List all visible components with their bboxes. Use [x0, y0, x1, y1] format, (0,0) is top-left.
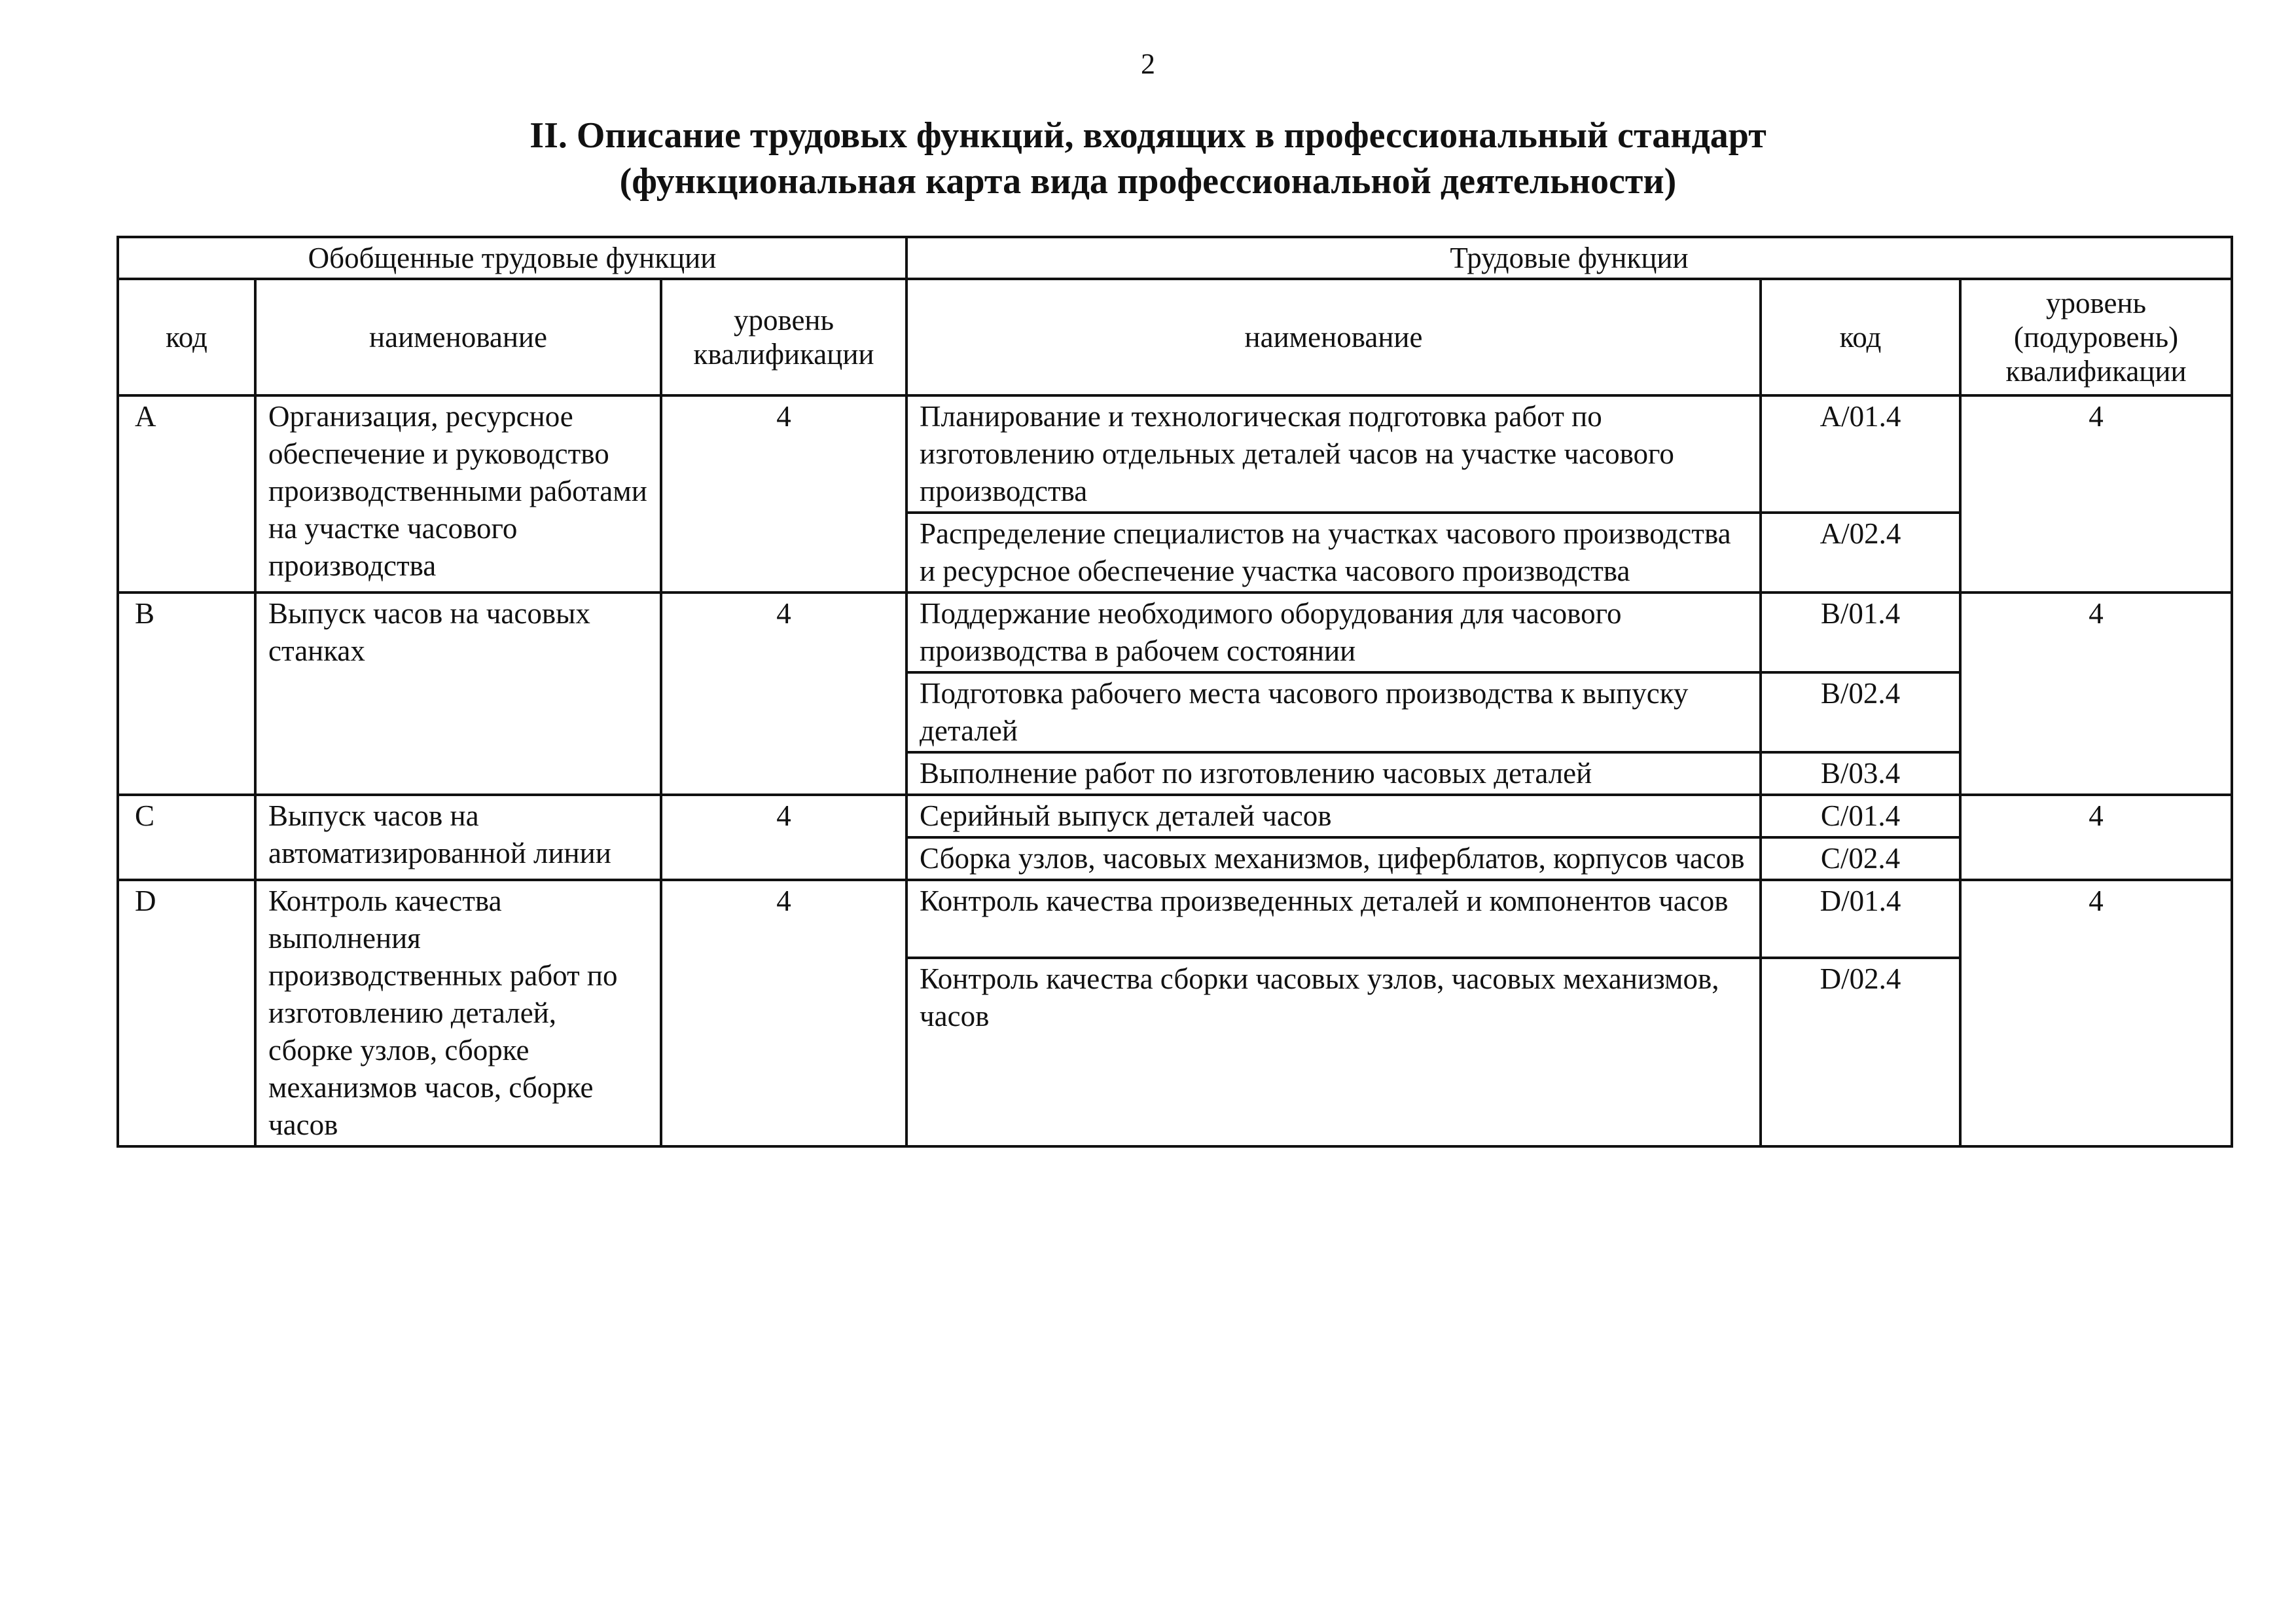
gen-code-cell: A: [118, 395, 255, 593]
tf-name-cell: Контроль качества произведенных деталей и компонентов часов: [906, 880, 1761, 958]
gen-name-cell: Организация, ресурсное обеспечение и руководство производственными работами на участке часового производства: [255, 395, 661, 593]
gen-code-header: код: [118, 279, 255, 395]
tf-code-cell: C/01.4: [1761, 795, 1960, 837]
tf-name-cell: Подготовка рабочего места часового производства к выпуску деталей: [906, 672, 1761, 752]
page-number: 2: [1141, 48, 1155, 80]
gen-name-cell: Контроль качества выполнения производственных работ по изготовлению деталей, сборке узлов, сборке механизмов часов, сборке часов: [255, 880, 661, 1146]
table-row: [118, 395, 2232, 513]
tf-level-header: уровень (подуровень) квалификации: [1960, 279, 2232, 395]
tf-code-header: код: [1761, 279, 1960, 395]
column-header-row: [118, 279, 2232, 395]
gen-name-header: наименование: [255, 279, 661, 395]
section-title-line-1: II. Описание трудовых функций, входящих в профессиональный стандарт: [529, 115, 1767, 156]
gen-code-cell: C: [118, 795, 255, 880]
section-title-line-2: (функциональная карта вида профессиональной деятельности): [619, 161, 1677, 202]
gen-level-cell: 4: [661, 395, 906, 593]
gen-name-cell: Выпуск часов на часовых станках: [255, 593, 661, 795]
tf-name-cell: Серийный выпуск деталей часов: [906, 795, 1761, 837]
tf-name-cell: Распределение специалистов на участках часового производства и ресурсное обеспечение участка часового производства: [906, 513, 1761, 593]
gen-level-cell: 4: [661, 880, 906, 1146]
tf-code-cell: C/02.4: [1761, 837, 1960, 880]
table-row: [118, 880, 2232, 958]
tf-name-cell: Поддержание необходимого оборудования для часового производства в рабочем состоянии: [906, 593, 1761, 672]
gen-code-cell: B: [118, 593, 255, 795]
tf-level-cell: 4: [1960, 395, 2232, 593]
table-row: [118, 593, 2232, 672]
tf-code-cell: B/03.4: [1761, 752, 1960, 795]
gen-code-cell: D: [118, 880, 255, 1146]
functional-map-table: [117, 236, 2233, 1148]
section-title: [0, 113, 2296, 204]
tf-name-cell: Планирование и технологическая подготовка работ по изготовлению отдельных деталей часов на участке часового производства: [906, 395, 1761, 513]
group-header-row: [118, 237, 2232, 279]
tf-name-header: наименование: [906, 279, 1761, 395]
tf-code-cell: B/01.4: [1761, 593, 1960, 672]
tf-name-cell: Контроль качества сборки часовых узлов, часовых механизмов, часов: [906, 958, 1761, 1146]
tf-code-cell: A/02.4: [1761, 513, 1960, 593]
table-row: [118, 795, 2232, 837]
tf-name-cell: Выполнение работ по изготовлению часовых деталей: [906, 752, 1761, 795]
gen-level-cell: 4: [661, 795, 906, 880]
gen-level-header: уровень квалификации: [661, 279, 906, 395]
labor-functions-header: Трудовые функции: [906, 237, 2232, 279]
tf-level-cell: 4: [1960, 593, 2232, 795]
tf-level-cell: 4: [1960, 795, 2232, 880]
tf-name-cell: Сборка узлов, часовых механизмов, циферблатов, корпусов часов: [906, 837, 1761, 880]
tf-level-cell: 4: [1960, 880, 2232, 1146]
gen-name-cell: Выпуск часов на автоматизированной линии: [255, 795, 661, 880]
tf-code-cell: A/01.4: [1761, 395, 1960, 513]
tf-code-cell: B/02.4: [1761, 672, 1960, 752]
tf-code-cell: D/02.4: [1761, 958, 1960, 1146]
generalized-functions-header: Обобщенные трудовые функции: [118, 237, 906, 279]
gen-level-cell: 4: [661, 593, 906, 795]
tf-code-cell: D/01.4: [1761, 880, 1960, 958]
